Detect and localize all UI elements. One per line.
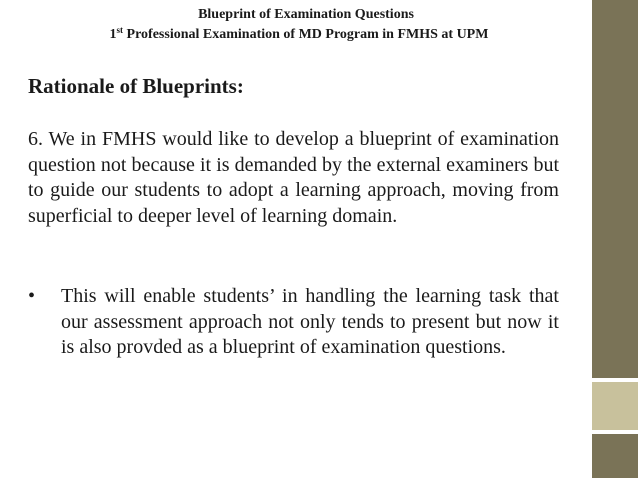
rationale-paragraph: 6. We in FMHS would like to develop a blueprint of examination question not because it is demanded by the external examiners but to guide our students to adopt a learning approach, moving from superficial to deeper level of learning domain. bbox=[28, 128, 559, 227]
slide-header-subtitle bbox=[3, 27, 595, 43]
decorative-sidebar bbox=[592, 0, 638, 478]
slide-header-title: Blueprint of Examination Questions bbox=[198, 7, 414, 22]
section-title: Rationale of Blueprints: bbox=[28, 74, 244, 98]
bullet-symbol: • bbox=[28, 285, 36, 307]
sidebar-accent-block bbox=[592, 382, 638, 430]
bullet-text: This will enable students’ in handling the learning task that our assessment approach not only tends to present but now it is also provded as a blueprint of examination questions. bbox=[61, 285, 559, 358]
subtitle-text: Professional Examination of MD Program in FMHS at UPM bbox=[123, 27, 489, 42]
subtitle-superscript: st bbox=[116, 25, 124, 35]
sidebar-divider bbox=[592, 430, 638, 434]
subtitle-ordinal: 1 bbox=[109, 27, 117, 42]
